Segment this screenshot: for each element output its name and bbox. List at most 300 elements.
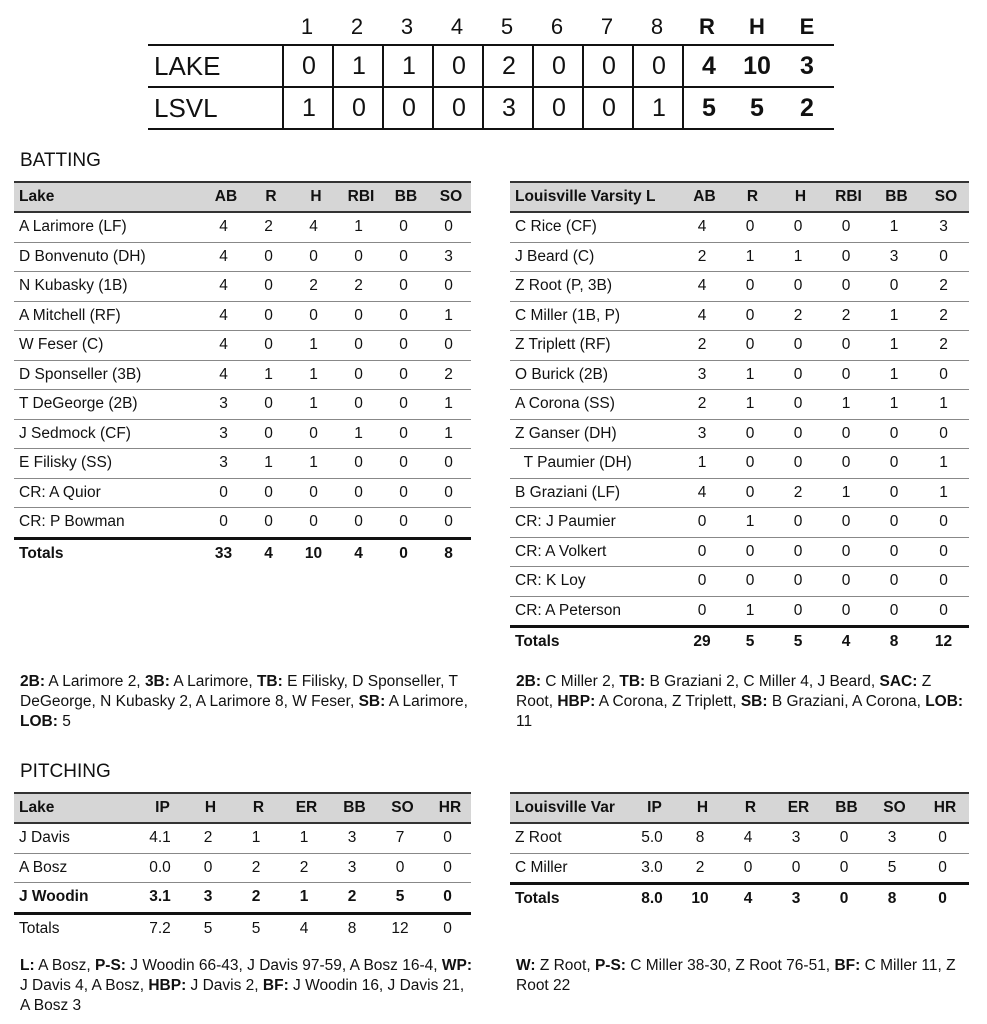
inning-runs: 1 — [332, 46, 384, 86]
column-header-h: H — [184, 793, 232, 823]
note-text: J Davis 2, — [186, 977, 263, 994]
stat-cell: 1 — [726, 390, 774, 420]
note-text: J Woodin 16, J Davis 21, A Bosz 3 — [20, 977, 465, 1014]
stat-cell: 0 — [291, 242, 336, 272]
total-cell: 4 — [336, 538, 381, 568]
team-name-header: Louisville Varsity L — [510, 182, 678, 212]
stat-cell: 2 — [918, 301, 969, 331]
stat-cell: 0 — [918, 419, 969, 449]
stat-cell: 0 — [291, 301, 336, 331]
batting-section-title: BATTING — [20, 150, 101, 171]
table-row — [510, 272, 969, 302]
stat-cell: 0 — [870, 567, 918, 597]
totals-row — [14, 913, 471, 943]
stat-cell: 0 — [774, 567, 822, 597]
stat-cell: 0 — [822, 212, 870, 242]
player-name: C Miller — [510, 853, 628, 884]
pitching-table-away — [510, 792, 969, 914]
inning-runs: 0 — [582, 88, 634, 128]
stat-cell: 0 — [201, 478, 246, 508]
stat-cell: 2 — [291, 272, 336, 302]
column-header-r: R — [232, 793, 280, 823]
team-name-header: Louisville Var — [510, 793, 628, 823]
column-header-ip: IP — [136, 793, 184, 823]
stat-cell: 0 — [726, 537, 774, 567]
table-row — [14, 883, 471, 914]
stat-cell: 0 — [381, 508, 426, 539]
table-row — [510, 419, 969, 449]
note-label: W: — [516, 957, 536, 974]
summary-header-r: R — [699, 14, 715, 39]
team-abbr: LSVL — [154, 93, 218, 123]
note-text: E Filisky, D Sponseller, T DeGeorge, N Kubasky 2, A Larimore 8, W Feser, — [20, 673, 458, 710]
stat-cell: 1 — [246, 449, 291, 479]
note-text: C Miller 38-30, Z Root 76-51, — [625, 957, 835, 974]
stat-cell: 0 — [774, 212, 822, 242]
note-label: HBP: — [557, 693, 596, 710]
stat-cell: 0 — [424, 853, 471, 883]
note-text: Z Root, — [516, 673, 932, 710]
stat-cell: 3 — [201, 449, 246, 479]
stat-cell: 4 — [724, 823, 772, 853]
stat-cell: 2 — [328, 883, 376, 914]
batting-notes-home — [20, 672, 472, 732]
stat-cell: 0 — [381, 301, 426, 331]
stat-cell: 0 — [381, 449, 426, 479]
stat-cell: 0 — [336, 390, 381, 420]
player-name: D Sponseller (3B) — [14, 360, 201, 390]
total-cell: 4 — [822, 627, 870, 657]
stat-cell: 0 — [918, 508, 969, 538]
stat-cell: 0 — [774, 390, 822, 420]
column-header-ab: AB — [201, 182, 246, 212]
total-cell: 7.2 — [136, 913, 184, 943]
stat-cell: 0 — [426, 272, 471, 302]
stat-cell: 0 — [246, 419, 291, 449]
stat-cell: 3 — [426, 242, 471, 272]
note-text: A Larimore, — [169, 673, 257, 690]
stat-cell: 0 — [774, 331, 822, 361]
stat-cell: 2 — [918, 272, 969, 302]
stat-cell: 0 — [774, 596, 822, 627]
total-cell: 33 — [201, 538, 246, 568]
table-row — [510, 331, 969, 361]
player-name: CR: P Bowman — [14, 508, 201, 539]
stat-cell: 1 — [726, 360, 774, 390]
team-abbr: LAKE — [154, 51, 221, 81]
note-label: WP: — [441, 957, 473, 974]
stat-cell: 0 — [246, 242, 291, 272]
player-name: C Miller (1B, P) — [510, 301, 678, 331]
stat-cell: 0 — [724, 853, 772, 884]
stat-cell: 1 — [291, 360, 336, 390]
table-row — [14, 242, 471, 272]
player-name: J Davis — [14, 823, 136, 853]
inning-runs: 0 — [382, 88, 434, 128]
player-name: Z Root — [510, 823, 628, 853]
note-label: TB: — [619, 673, 646, 690]
stat-cell: 0 — [726, 212, 774, 242]
stat-cell: 0 — [426, 478, 471, 508]
stat-cell: 1 — [870, 212, 918, 242]
player-name: J Woodin — [14, 883, 136, 914]
summary-header-e: E — [799, 14, 815, 39]
stat-cell: 0 — [774, 537, 822, 567]
stat-cell: 0 — [201, 508, 246, 539]
summary-header-h: H — [749, 14, 765, 39]
stat-cell: 2 — [774, 301, 822, 331]
stat-cell: 0 — [916, 823, 969, 853]
stat-cell: 1 — [232, 823, 280, 853]
stat-cell: 1 — [870, 390, 918, 420]
column-header-hr: HR — [424, 793, 471, 823]
total-cell: 0 — [916, 884, 969, 914]
player-name: W Feser (C) — [14, 331, 201, 361]
column-header-so: SO — [918, 182, 969, 212]
stat-cell: 0 — [918, 567, 969, 597]
summary-r: 4 — [682, 46, 734, 86]
stat-cell: 1 — [291, 331, 336, 361]
stat-cell: 0 — [336, 331, 381, 361]
stat-cell: 2 — [678, 331, 726, 361]
column-header-ip: IP — [628, 793, 676, 823]
total-cell: 5 — [184, 913, 232, 943]
stat-cell: 4 — [678, 272, 726, 302]
stat-cell: 0 — [291, 478, 336, 508]
stat-cell: 1 — [336, 419, 381, 449]
column-header-r: R — [246, 182, 291, 212]
table-row — [510, 508, 969, 538]
stat-cell: 0 — [822, 272, 870, 302]
stat-cell: 2 — [426, 360, 471, 390]
stat-cell: 0 — [726, 478, 774, 508]
player-name: CR: K Loy — [510, 567, 678, 597]
stat-cell: 0 — [726, 567, 774, 597]
stat-cell: 3 — [184, 883, 232, 914]
table-row — [510, 567, 969, 597]
pitching-section-title: PITCHING — [20, 761, 111, 782]
linescore-header — [148, 14, 834, 44]
stat-cell: 0 — [822, 567, 870, 597]
note-label: 2B: — [516, 673, 541, 690]
stat-cell: 1 — [870, 360, 918, 390]
total-cell: 5 — [232, 913, 280, 943]
summary-e: 2 — [800, 94, 814, 122]
total-cell: 3 — [772, 884, 820, 914]
stat-cell: 3.0 — [628, 853, 676, 884]
column-header-er: ER — [772, 793, 820, 823]
player-name: CR: A Peterson — [510, 596, 678, 627]
linescore — [148, 0, 834, 130]
stat-cell: 0 — [822, 242, 870, 272]
stat-cell: 0 — [822, 419, 870, 449]
stat-cell: 0 — [426, 331, 471, 361]
note-text: A Larimore, — [385, 693, 468, 710]
inning-runs: 1 — [282, 88, 334, 128]
stat-cell: 0 — [678, 537, 726, 567]
inning-header: 7 — [600, 14, 614, 39]
stat-cell: 2 — [678, 242, 726, 272]
stat-cell: 0 — [774, 360, 822, 390]
player-name: D Bonvenuto (DH) — [14, 242, 201, 272]
batting-table-away — [510, 181, 969, 657]
column-header-so: SO — [868, 793, 916, 823]
stat-cell: 1 — [426, 419, 471, 449]
inning-runs: 0 — [432, 88, 484, 128]
stat-cell: 0 — [246, 508, 291, 539]
table-row — [510, 449, 969, 479]
note-label: 3B: — [144, 673, 170, 690]
column-header-r: R — [724, 793, 772, 823]
stat-cell: 2 — [918, 331, 969, 361]
stat-cell: 0 — [870, 537, 918, 567]
stat-cell: 0 — [726, 419, 774, 449]
team-name-header: Lake — [14, 793, 136, 823]
stat-cell: 0 — [870, 419, 918, 449]
stat-cell: 0 — [336, 242, 381, 272]
total-cell: 5 — [774, 627, 822, 657]
table-row — [14, 272, 471, 302]
stat-cell: 0 — [870, 272, 918, 302]
total-cell: 4 — [280, 913, 328, 943]
inning-header: 6 — [550, 14, 564, 39]
stat-cell: 0 — [870, 508, 918, 538]
summary-h: 5 — [750, 94, 764, 122]
summary-h: 10 — [743, 52, 771, 80]
summary-r: 5 — [682, 88, 734, 128]
table-row — [510, 853, 969, 884]
stat-cell: 0 — [381, 272, 426, 302]
stat-cell: 4 — [678, 301, 726, 331]
stat-cell: 1 — [918, 390, 969, 420]
column-header-bb: BB — [870, 182, 918, 212]
total-cell: 8.0 — [628, 884, 676, 914]
note-label: SAC: — [879, 673, 918, 690]
stat-cell: 5.0 — [628, 823, 676, 853]
table-row — [510, 537, 969, 567]
stat-cell: 1 — [774, 242, 822, 272]
table-row — [510, 823, 969, 853]
table-row — [14, 360, 471, 390]
inning-runs: 2 — [482, 46, 534, 86]
note-text: A Bosz, — [34, 957, 95, 974]
player-name: A Bosz — [14, 853, 136, 883]
stat-cell: 2 — [232, 883, 280, 914]
stat-cell: 0 — [291, 419, 336, 449]
stat-cell: 0 — [246, 301, 291, 331]
column-header-er: ER — [280, 793, 328, 823]
inning-runs: 0 — [532, 46, 584, 86]
total-cell: 0 — [424, 913, 471, 943]
stat-cell: 1 — [822, 390, 870, 420]
inning-runs: 0 — [282, 46, 334, 86]
stat-cell: 0 — [336, 360, 381, 390]
stat-cell: 0 — [678, 508, 726, 538]
total-cell: 8 — [328, 913, 376, 943]
inning-header: 3 — [400, 14, 414, 39]
inning-runs: 0 — [532, 88, 584, 128]
stat-cell: 0 — [774, 419, 822, 449]
linescore-bottom-rule — [148, 128, 834, 130]
totals-row — [510, 627, 969, 657]
stat-cell: 2 — [184, 823, 232, 853]
total-cell: 8 — [868, 884, 916, 914]
stat-cell: 0 — [381, 331, 426, 361]
note-text: C Miller 11, Z Root 22 — [516, 957, 956, 994]
column-header-bb: BB — [328, 793, 376, 823]
stat-cell: 1 — [726, 508, 774, 538]
player-name: J Beard (C) — [510, 242, 678, 272]
note-text: J Woodin 66-43, J Davis 97-59, A Bosz 16-4, — [125, 957, 442, 974]
stat-cell: 1 — [822, 478, 870, 508]
stat-cell: 0 — [381, 419, 426, 449]
stat-cell: 0 — [426, 212, 471, 242]
stat-cell: 1 — [426, 390, 471, 420]
table-row — [14, 331, 471, 361]
inning-runs: 1 — [632, 88, 684, 128]
player-name: O Burick (2B) — [510, 360, 678, 390]
stat-cell: 0.0 — [136, 853, 184, 883]
inning-runs: 0 — [582, 46, 634, 86]
stat-cell: 0 — [726, 272, 774, 302]
stat-cell: 0 — [678, 596, 726, 627]
stat-cell: 0 — [336, 301, 381, 331]
stat-cell: 4 — [201, 331, 246, 361]
stat-cell: 0 — [424, 883, 471, 914]
table-row — [14, 301, 471, 331]
stat-cell: 0 — [822, 331, 870, 361]
stat-cell: 0 — [820, 853, 868, 884]
note-text: A Corona, Z Triplett, — [595, 693, 741, 710]
stat-cell: 2 — [280, 853, 328, 883]
note-label: P-S: — [94, 957, 126, 974]
stat-cell: 3 — [328, 823, 376, 853]
table-row — [510, 301, 969, 331]
table-row — [14, 478, 471, 508]
table-row — [14, 449, 471, 479]
note-text: 11 — [516, 713, 533, 730]
table-row — [14, 853, 471, 883]
stat-cell: 2 — [774, 478, 822, 508]
note-label: L: — [20, 957, 35, 974]
total-cell: 10 — [676, 884, 724, 914]
pitching-notes-home — [20, 956, 475, 1016]
stat-cell: 0 — [916, 853, 969, 884]
stat-cell: 5 — [376, 883, 424, 914]
stat-cell: 0 — [381, 212, 426, 242]
batting-notes-away — [516, 672, 971, 732]
table-row — [14, 508, 471, 539]
stat-cell: 0 — [381, 478, 426, 508]
stat-cell: 1 — [870, 301, 918, 331]
stat-cell: 0 — [246, 272, 291, 302]
totals-row — [510, 884, 969, 914]
player-name: T Paumier (DH) — [510, 449, 678, 479]
stat-cell: 2 — [232, 853, 280, 883]
stat-cell: 7 — [376, 823, 424, 853]
totals-row — [14, 538, 471, 568]
stat-cell: 0 — [426, 449, 471, 479]
stat-cell: 1 — [918, 449, 969, 479]
stat-cell: 3 — [678, 419, 726, 449]
stat-cell: 0 — [918, 360, 969, 390]
summary-e: 3 — [800, 52, 814, 80]
table-row — [510, 390, 969, 420]
stat-cell: 0 — [822, 537, 870, 567]
stat-cell: 0 — [291, 508, 336, 539]
team-name-header: Lake — [14, 182, 201, 212]
note-label: SB: — [740, 693, 768, 710]
table-row — [510, 596, 969, 627]
inning-runs: 1 — [382, 46, 434, 86]
table-row — [510, 242, 969, 272]
column-header-h: H — [774, 182, 822, 212]
stat-cell: 0 — [774, 449, 822, 479]
stat-cell: 0 — [870, 478, 918, 508]
note-text: C Miller 2, — [540, 673, 620, 690]
note-text: B Graziani, A Corona, — [767, 693, 926, 710]
table-row — [14, 390, 471, 420]
total-cell: 8 — [426, 538, 471, 568]
stat-cell: 1 — [291, 390, 336, 420]
note-label: TB: — [256, 673, 283, 690]
table-row — [510, 212, 969, 242]
total-cell: 0 — [820, 884, 868, 914]
table-row — [14, 212, 471, 242]
table-row — [14, 823, 471, 853]
note-label: BF: — [834, 957, 861, 974]
player-name: T DeGeorge (2B) — [14, 390, 201, 420]
stat-cell: 1 — [291, 449, 336, 479]
batting-table-home — [14, 181, 471, 568]
stat-cell: 0 — [918, 537, 969, 567]
stat-cell: 0 — [336, 478, 381, 508]
stat-cell: 1 — [280, 823, 328, 853]
note-label: P-S: — [594, 957, 626, 974]
linescore-row — [148, 44, 834, 86]
stat-cell: 0 — [726, 331, 774, 361]
column-header-h: H — [676, 793, 724, 823]
totals-label: Totals — [14, 538, 201, 568]
column-header-bb: BB — [820, 793, 868, 823]
inning-runs: 3 — [482, 88, 534, 128]
stat-cell: 0 — [376, 853, 424, 883]
total-cell: 8 — [870, 627, 918, 657]
note-text: Z Root, — [535, 957, 595, 974]
stat-cell: 2 — [336, 272, 381, 302]
stat-cell: 4 — [201, 242, 246, 272]
stat-cell: 2 — [246, 212, 291, 242]
total-cell: 12 — [918, 627, 969, 657]
stat-cell: 0 — [726, 449, 774, 479]
stat-cell: 0 — [822, 508, 870, 538]
inning-header: 8 — [650, 14, 664, 39]
total-cell: 4 — [246, 538, 291, 568]
stat-cell: 4 — [201, 360, 246, 390]
note-label: 2B: — [20, 673, 45, 690]
stat-cell: 1 — [870, 331, 918, 361]
stat-cell: 0 — [774, 272, 822, 302]
stat-cell: 3 — [868, 823, 916, 853]
stat-cell: 0 — [381, 242, 426, 272]
note-label: BF: — [262, 977, 289, 994]
player-name: CR: A Quior — [14, 478, 201, 508]
player-name: Z Ganser (DH) — [510, 419, 678, 449]
stat-cell: 3.1 — [136, 883, 184, 914]
column-header-h: H — [291, 182, 336, 212]
stat-cell: 0 — [822, 360, 870, 390]
column-header-rbi: RBI — [822, 182, 870, 212]
